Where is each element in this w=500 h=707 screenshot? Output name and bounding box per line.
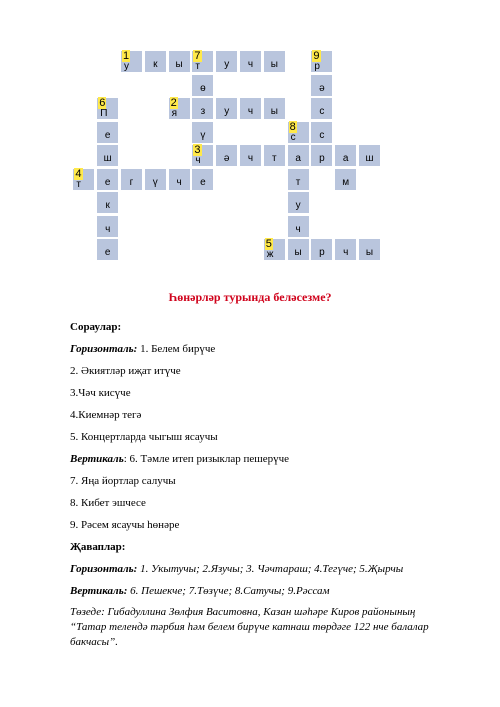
cell-letter: с [290, 131, 296, 143]
crossword-cell [96, 121, 119, 144]
crossword-cell [120, 50, 143, 73]
crossword-cell [191, 121, 214, 144]
cell-letter: е [104, 129, 111, 141]
crossword-cell [191, 144, 214, 167]
crossword-cell [263, 144, 286, 167]
crossword-cell [191, 74, 214, 97]
cell-letter: т [272, 153, 277, 164]
crossword-cell [191, 168, 214, 191]
cell-letter: ш [365, 153, 374, 164]
crossword-cell [334, 238, 357, 261]
answers-v-label: Вертикаль: [70, 585, 128, 597]
cell-letter: р [319, 153, 325, 164]
crossword-cell [263, 238, 286, 261]
clue-number: 8 [289, 120, 296, 133]
cell-letter: е [200, 176, 206, 188]
cell-letter: р [319, 247, 325, 258]
crossword-cell [191, 97, 214, 120]
crossword-cell [263, 50, 286, 73]
horizontal-label: Горизонталь: [70, 343, 138, 355]
question-h4: 4.Киемнәр тегә [70, 409, 142, 421]
cell-letter: т [295, 176, 301, 188]
cell-letter: ч [343, 247, 349, 258]
question-h1 [70, 342, 215, 356]
cell-letter: ү [152, 176, 158, 188]
clue-number: 5 [265, 238, 272, 250]
clue-number: 4 [75, 167, 82, 180]
crossword-cell [263, 97, 286, 120]
crossword-cell [310, 97, 333, 120]
clue-number: 6 [99, 97, 106, 109]
cell-letter: ө [200, 82, 206, 94]
clue-number: 2 [170, 97, 177, 109]
crossword-cell [168, 97, 191, 120]
cell-letter: ч [195, 155, 201, 166]
question-v7: 7. Яңа йортлар салучы [70, 475, 176, 487]
cell-letter: ч [247, 59, 254, 70]
crossword-cell [168, 168, 191, 191]
cell-letter: с [319, 129, 325, 141]
cell-letter: я [171, 108, 178, 119]
questions-heading: Сораулар: [70, 321, 122, 333]
cell-letter: ы [270, 59, 278, 70]
cell-letter: ы [175, 59, 183, 70]
crossword-cell [96, 97, 119, 120]
crossword-cell [96, 238, 119, 261]
crossword-cell [287, 168, 310, 191]
answers-h-label: Горизонталь: [70, 563, 138, 575]
crossword-cell [215, 97, 238, 120]
cell-letter: ы [365, 247, 374, 258]
question-v8: 8. Кибет эшчесе [70, 497, 146, 509]
cell-letter: П [100, 108, 108, 119]
crossword-cell [144, 168, 167, 191]
crossword-cell [358, 144, 381, 167]
cell-letter: ш [103, 153, 112, 164]
crossword-cell [358, 238, 381, 261]
cell-letter: ч [247, 106, 254, 117]
answers-vertical [70, 584, 330, 598]
crossword-cell [120, 168, 143, 191]
answers-horizontal [70, 562, 403, 576]
vertical-label: Вертикаль [70, 453, 124, 465]
crossword-cell [96, 215, 119, 238]
question-h3: 3.Чәч кисүче [70, 387, 131, 399]
crossword-cell [310, 144, 333, 167]
crossword-cell [310, 238, 333, 261]
crossword-cell [96, 191, 119, 214]
cell-letter: у [124, 61, 129, 72]
question-h5: 5. Концертларда чыгыш ясаучы [70, 431, 218, 443]
cell-letter: ч [295, 223, 301, 235]
crossword-cell [287, 144, 310, 167]
crossword-cell [144, 50, 167, 73]
cell-letter: ж [266, 249, 274, 260]
crossword-cell [239, 144, 262, 167]
clue-number: 7 [194, 50, 201, 62]
crossword-cell [215, 50, 238, 73]
clue-number: 9 [313, 50, 320, 62]
cell-letter: у [295, 200, 301, 211]
answers-v-text: 6. Пешекче; 7.Төзүче; 8.Сатучы; 9.Рәссам [127, 585, 330, 597]
crossword-grid [0, 0, 500, 280]
clue-number: 1 [123, 50, 130, 62]
cell-letter: с [319, 106, 325, 117]
cell-letter: к [105, 200, 110, 211]
question-v6-text: : 6. Тәмле итеп ризыклар пешерүче [123, 453, 290, 465]
question-v9: 9. Рәсем ясаучы һөнәре [70, 519, 180, 531]
cell-letter: т [195, 61, 200, 72]
crossword-cell [287, 121, 310, 144]
cell-letter: з [200, 106, 206, 117]
crossword-cell [96, 144, 119, 167]
cell-letter: е [104, 247, 111, 258]
cell-letter: т [76, 178, 81, 190]
cell-letter: ы [270, 106, 278, 117]
crossword-cell [96, 168, 119, 191]
cell-letter: г [129, 176, 134, 188]
page-title: Һөнәрләр турында беләсезме? [168, 290, 332, 304]
cell-letter: е [104, 176, 111, 188]
cell-letter: ы [294, 247, 302, 258]
crossword-cell [287, 215, 310, 238]
cell-letter: ч [105, 223, 111, 235]
cell-letter: к [153, 59, 158, 70]
cell-letter: ә [319, 82, 325, 94]
cell-letter: р [314, 61, 320, 72]
cell-letter: ү [200, 129, 206, 141]
cell-letter: у [224, 59, 230, 70]
answers-heading: Җаваплар: [70, 541, 126, 553]
crossword-cell [310, 50, 333, 73]
cell-letter: м [342, 176, 350, 188]
question-h1-text: 1. Белем бирүче [137, 343, 216, 355]
cell-letter: ч [247, 153, 254, 164]
question-h2: 2. Әкиятләр иҗат итүче [70, 365, 181, 377]
crossword-cell [72, 168, 95, 191]
crossword-cell [334, 168, 357, 191]
crossword-cell [168, 50, 191, 73]
crossword-cell [239, 97, 262, 120]
crossword-cell [239, 50, 262, 73]
crossword-cell [287, 238, 310, 261]
cell-letter: а [342, 153, 349, 164]
cell-letter: у [224, 106, 230, 117]
cell-letter: а [295, 153, 301, 164]
crossword-cell [287, 191, 310, 214]
crossword-cell [215, 144, 238, 167]
clue-number: 3 [194, 144, 201, 156]
credit-note: Төзеде: Гибадуллина Зөлфия Васитовна, Казан шәһәре Киров районының “Татар телендә тәрбия һәм белем бирүче катнаш төрдәге 122 нче балалар бакчасы”. [70, 606, 429, 648]
cell-letter: ә [223, 153, 230, 164]
question-v6 [70, 452, 289, 466]
answers-h-text: 1. Укытучы; 2.Язучы; 3. Чәчтараш; 4.Тегүче; 5.Җырчы [137, 563, 404, 575]
crossword-cell [310, 74, 333, 97]
crossword-cell [191, 50, 214, 73]
crossword-cell [310, 121, 333, 144]
crossword-cell [334, 144, 357, 167]
cell-letter: ч [176, 176, 182, 188]
